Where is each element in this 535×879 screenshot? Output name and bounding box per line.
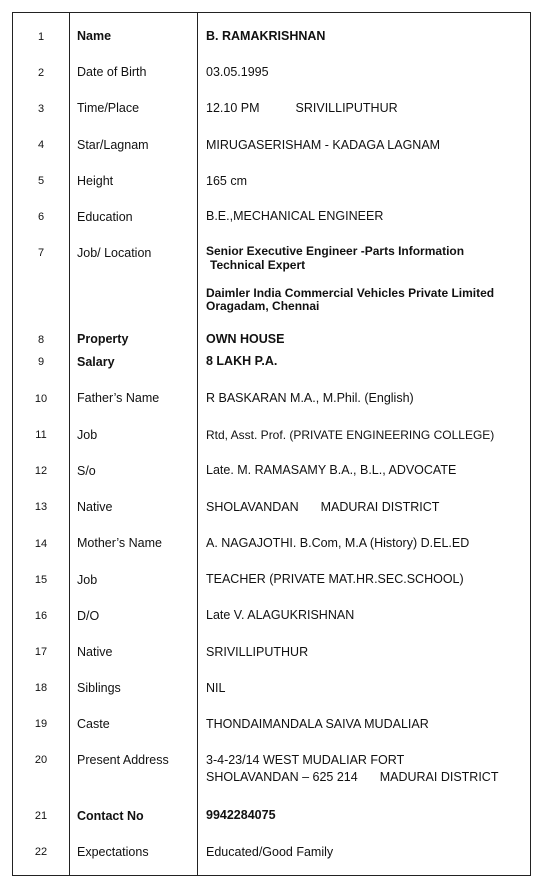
field-value-name: B. RAMAKRISHNAN xyxy=(206,29,326,43)
field-value-company-line1: Daimler India Commercial Vehicles Private Limited xyxy=(206,286,495,300)
field-value-siblings: NIL xyxy=(206,681,226,695)
field-value-job-title-line2: Technical Expert xyxy=(210,258,306,272)
field-label-father-job: Job xyxy=(77,428,98,442)
field-label-mothers-name: Mother’s Name xyxy=(77,536,162,550)
field-label-name: Name xyxy=(77,29,112,43)
field-value-address-line2 xyxy=(206,770,531,784)
field-label-fathers-name: Father’s Name xyxy=(77,391,160,405)
field-label-property: Property xyxy=(77,332,129,346)
field-label-mother-job: Job xyxy=(77,573,98,587)
row-number: 8 xyxy=(37,334,45,346)
field-label-star-lagnam: Star/Lagnam xyxy=(77,138,149,152)
field-label-contact-no: Contact No xyxy=(77,809,144,823)
birth-place: SRIVILLIPUTHUR xyxy=(295,101,398,115)
field-value-son-of: Late. M. RAMASAMY B.A., B.L., ADVOCATE xyxy=(206,463,457,477)
row-number: 14 xyxy=(34,538,48,550)
address-district: MADURAI DISTRICT xyxy=(379,770,499,784)
field-label-education: Education xyxy=(77,210,133,224)
field-label-present-address: Present Address xyxy=(77,753,169,767)
field-value-father-job: Rtd, Asst. Prof. (PRIVATE ENGINEERING COLLEGE) xyxy=(206,428,495,442)
field-value-property: OWN HOUSE xyxy=(206,332,285,346)
field-value-mother-job: TEACHER (PRIVATE MAT.HR.SEC.SCHOOL) xyxy=(206,572,464,586)
field-value-daughter-of: Late V. ALAGUKRISHNAN xyxy=(206,608,355,622)
field-label-siblings: Siblings xyxy=(77,681,121,695)
field-label-salary: Salary xyxy=(77,355,115,369)
field-value-job-title-line1: Senior Executive Engineer -Parts Information xyxy=(206,244,465,258)
row-number: 7 xyxy=(37,247,45,259)
native-district: MADURAI DISTRICT xyxy=(320,500,440,514)
row-number: 20 xyxy=(34,754,48,766)
field-label-mother-native: Native xyxy=(77,645,113,659)
field-value-address-line1: 3-4-23/14 WEST MUDALIAR FORT xyxy=(206,753,405,767)
field-label-caste: Caste xyxy=(77,717,110,731)
row-number: 21 xyxy=(34,810,48,822)
field-label-dob: Date of Birth xyxy=(77,65,147,79)
row-number: 19 xyxy=(34,718,48,730)
row-number: 3 xyxy=(37,103,45,115)
field-value-time-place xyxy=(206,101,531,115)
field-value-contact-no: 9942284075 xyxy=(206,808,276,822)
field-label-time-place: Time/Place xyxy=(77,101,140,115)
field-value-height: 165 cm xyxy=(206,174,247,188)
field-value-company-line2: Oragadam, Chennai xyxy=(206,299,320,313)
field-value-education: B.E.,MECHANICAL ENGINEER xyxy=(206,209,384,223)
row-number: 12 xyxy=(34,465,48,477)
field-value-star-lagnam: MIRUGASERISHAM - KADAGA LAGNAM xyxy=(206,138,441,152)
row-number: 22 xyxy=(34,846,48,858)
row-number: 13 xyxy=(34,501,48,513)
native-town: SHOLAVANDAN xyxy=(206,500,299,514)
field-value-mother-native: SRIVILLIPUTHUR xyxy=(206,645,309,659)
row-number: 11 xyxy=(35,429,47,441)
field-label-daughter-of: D/O xyxy=(77,609,100,623)
field-value-fathers-name: R BASKARAN M.A., M.Phil. (English) xyxy=(206,391,414,405)
row-number: 5 xyxy=(37,175,45,187)
column-divider-number xyxy=(69,12,70,876)
row-number: 2 xyxy=(37,67,45,79)
row-number: 6 xyxy=(37,211,45,223)
row-number: 18 xyxy=(34,682,48,694)
field-label-expectations: Expectations xyxy=(77,845,149,859)
field-value-father-native xyxy=(206,500,531,514)
row-number: 16 xyxy=(34,610,48,622)
field-label-height: Height xyxy=(77,174,114,188)
field-value-dob: 03.05.1995 xyxy=(206,65,269,79)
field-label-job-location: Job/ Location xyxy=(77,246,152,260)
field-label-son-of: S/o xyxy=(77,464,96,478)
birth-time: 12.10 PM xyxy=(206,101,260,115)
field-value-caste: THONDAIMANDALA SAIVA MUDALIAR xyxy=(206,717,429,731)
field-value-salary: 8 LAKH P.A. xyxy=(206,354,278,368)
row-number: 17 xyxy=(34,646,48,658)
row-number: 1 xyxy=(37,31,45,43)
row-number: 9 xyxy=(37,356,45,368)
address-town-pin: SHOLAVANDAN – 625 214 xyxy=(206,770,358,784)
column-divider-label xyxy=(197,12,198,876)
field-label-father-native: Native xyxy=(77,500,113,514)
row-number: 15 xyxy=(34,574,48,586)
field-value-expectations: Educated/Good Family xyxy=(206,845,334,859)
field-value-mothers-name: A. NAGAJOTHI. B.Com, M.A (History) D.EL.ED xyxy=(206,536,470,550)
row-number: 4 xyxy=(37,139,45,151)
row-number: 10 xyxy=(34,393,48,405)
